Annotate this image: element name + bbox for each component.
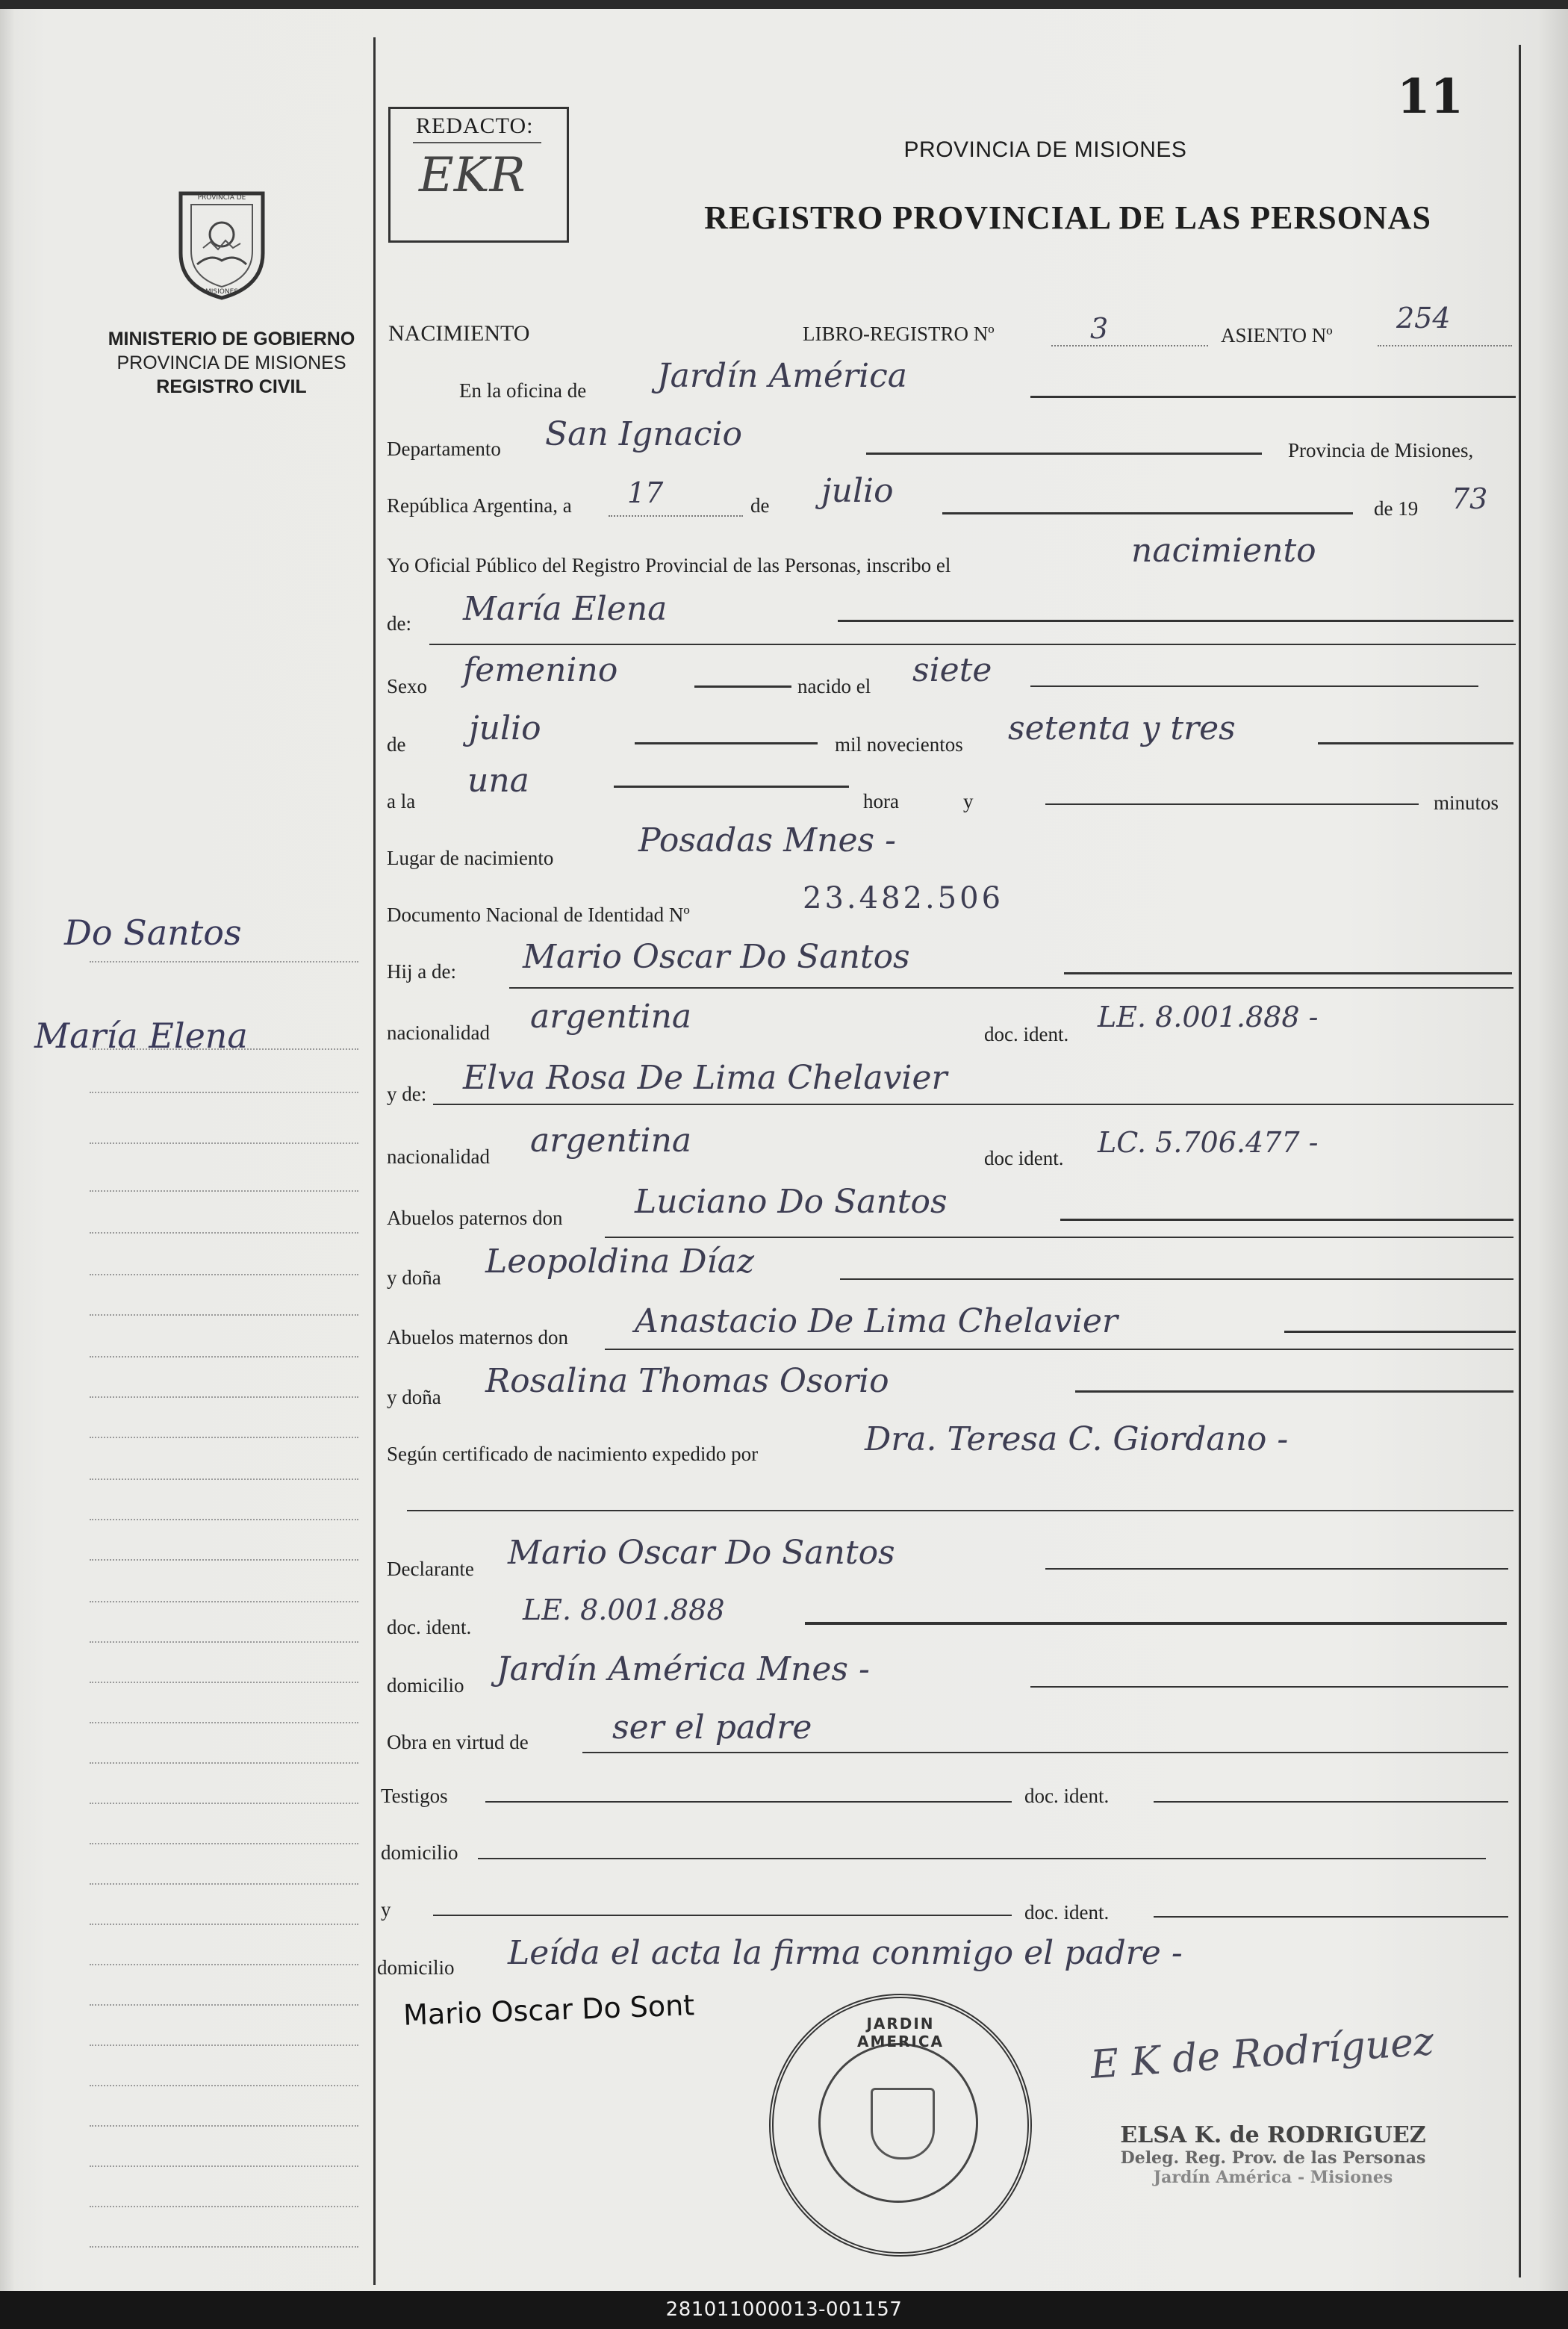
padre-underline: [509, 987, 1513, 989]
folio-number: 11: [1396, 69, 1463, 125]
padre-value: Mario Oscar Do Santos: [523, 938, 910, 976]
domicilio1-dash: [1030, 1686, 1508, 1688]
scan-top-edge: [0, 0, 1568, 9]
scan-id-footer: 281011000013-001157: [0, 2291, 1568, 2329]
lugar-value: Posadas Mnes -: [638, 821, 896, 859]
declarante-label: Declarante: [387, 1558, 474, 1580]
declarante-dash: [1045, 1568, 1508, 1570]
oficina-dash: [1030, 396, 1516, 398]
official-name: ELSA K. de RODRIGUEZ: [1120, 2122, 1426, 2148]
de2-label: de:: [387, 612, 411, 635]
madre-value: Elva Rosa De Lima Chelavier: [463, 1059, 948, 1097]
nombre-underline: [429, 644, 1516, 645]
ab-pat-label: Abuelos paternos don: [387, 1207, 563, 1229]
ab-pat-don-underline: [605, 1237, 1513, 1238]
right-rule: [1519, 45, 1521, 2277]
nac1-value: argentina: [530, 998, 692, 1036]
redacto-box: [388, 107, 569, 243]
oficial-label: Yo Oficial Público del Registro Provincial de las Personas, inscribo el: [387, 554, 951, 576]
obra-underline: [582, 1752, 1508, 1753]
lugar-label: Lugar de nacimiento: [387, 847, 554, 869]
anio-text-dash: [1318, 742, 1513, 744]
certif-label: Según certificado de nacimiento expedido por: [387, 1443, 759, 1465]
ab-mat-don-dash: [1284, 1331, 1516, 1333]
domicilio2-dash: [478, 1858, 1486, 1859]
domicilio2-label: domicilio: [381, 1841, 458, 1864]
redacto-label: REDACTO:: [416, 114, 534, 138]
nacido-value: siete: [912, 651, 992, 689]
libro-field: [1051, 345, 1208, 346]
leida-value: Leída el acta la firma conmigo el padre -: [508, 1934, 1183, 1972]
seal-text-top: PROVINCIA DE: [197, 194, 246, 202]
official-stamp: [769, 1994, 1032, 2257]
docid3-label: doc. ident.: [387, 1616, 472, 1638]
dni-label: Documento Nacional de Identidad Nº: [387, 904, 690, 926]
stamp-text: JARDIN AMERICA: [856, 2015, 945, 2050]
certif-underline: [407, 1510, 1513, 1511]
docid1-value: LE. 8.001.888 -: [1098, 1001, 1319, 1033]
redacto-initials: EKR: [419, 148, 526, 203]
hijo-label: Hij a de:: [387, 960, 456, 983]
oficina-label: En la oficina de: [459, 379, 587, 402]
act-type: NACIMIENTO: [388, 321, 530, 346]
org-line-registry: REGISTRO CIVIL: [156, 376, 307, 397]
docid3-dash: [805, 1622, 1507, 1625]
minutos-label: minutos: [1434, 792, 1499, 814]
nacido-label: nacido el: [797, 675, 871, 697]
docid4-label: doc. ident.: [1024, 1785, 1110, 1807]
asiento-field: [1378, 345, 1512, 346]
mes2-dash: [635, 742, 818, 744]
org-line-ministry: MINISTERIO DE GOBIERNO: [108, 329, 355, 349]
sexo-value: femenino: [463, 651, 618, 689]
nombre-value: María Elena: [463, 590, 668, 628]
hora-dash: [614, 786, 849, 788]
departamento-label: Departamento: [387, 438, 501, 460]
obra-value: ser el padre: [612, 1708, 812, 1747]
ab-pat-don-dash: [1060, 1219, 1513, 1221]
stamp-center-emblem: [871, 2088, 935, 2159]
docid2-label: doc ident.: [984, 1147, 1064, 1169]
oficina-value: Jardín América: [657, 357, 907, 395]
ab-pat-don-value: Luciano Do Santos: [635, 1183, 948, 1221]
header-province: PROVINCIA DE MISIONES: [903, 137, 1187, 162]
anio-text-value: setenta y tres: [1008, 709, 1236, 747]
ab-mat-label: Abuelos maternos don: [387, 1326, 568, 1349]
domicilio1-value: Jardín América Mnes -: [497, 1650, 870, 1688]
nacido-dash: [1030, 685, 1478, 687]
domicilio3-label: domicilio: [377, 1956, 455, 1979]
docid3-value: LE. 8.001.888: [523, 1593, 725, 1626]
declarant-signature: Mario Oscar Do Sont: [402, 1988, 695, 2032]
provincia-label: Provincia de Misiones,: [1288, 439, 1474, 461]
madre-underline: [433, 1104, 1513, 1105]
nac1-label: nacionalidad: [387, 1022, 490, 1044]
asiento-value: 254: [1396, 302, 1451, 335]
dni-value: 23.482.506: [803, 881, 1004, 915]
anio-label: de 19: [1374, 497, 1419, 520]
padre-dash: [1064, 972, 1512, 974]
mes-value: julio: [821, 472, 894, 510]
de3-label: de: [387, 733, 406, 756]
docid5-dash: [1154, 1916, 1508, 1918]
official-signature: E K de Rodríguez: [1089, 2019, 1436, 2088]
header-registry: REGISTRO PROVINCIAL DE LAS PERSONAS: [704, 199, 1431, 236]
mil-label: mil novecientos: [835, 733, 963, 756]
mes2-value: julio: [469, 709, 541, 747]
redacto-underline: [413, 142, 541, 143]
margin-note-surname: Do Santos: [64, 912, 242, 953]
province-seal: [166, 182, 278, 302]
margin-note-name: María Elena: [34, 1016, 248, 1056]
docid2-value: LC. 5.706.477 -: [1098, 1126, 1319, 1159]
official-block: [1113, 2122, 1434, 2187]
domicilio1-label: domicilio: [387, 1674, 464, 1697]
obra-label: Obra en virtud de: [387, 1731, 529, 1753]
ab-mat-dona-value: Rosalina Thomas Osorio: [485, 1362, 889, 1400]
inscribo-value: nacimiento: [1131, 532, 1316, 570]
y2-label: y: [381, 1898, 391, 1921]
departamento-value: San Ignacio: [545, 415, 743, 453]
seal-text-bottom: MISIONES: [205, 288, 238, 296]
sexo-label: Sexo: [387, 675, 427, 697]
y2-dash: [433, 1915, 1012, 1916]
y-label: y: [963, 790, 974, 812]
nac2-label: nacionalidad: [387, 1145, 490, 1168]
official-place: Jardín América - Misiones: [1153, 2168, 1393, 2187]
certif-value: Dra. Teresa C. Giordano -: [865, 1420, 1289, 1458]
ab-mat-dona-dash: [1075, 1390, 1513, 1393]
ydona2-label: y doña: [387, 1386, 441, 1408]
margin-organization: [75, 327, 388, 399]
hora-label: hora: [863, 790, 899, 812]
asiento-label: ASIENTO Nº: [1221, 324, 1333, 346]
ala-label: a la: [387, 790, 416, 812]
dia-field: [609, 515, 743, 517]
departamento-dash: [866, 453, 1262, 455]
ab-pat-dona-dash: [840, 1278, 1513, 1280]
nac2-value: argentina: [530, 1122, 692, 1160]
docid4-dash: [1154, 1801, 1508, 1803]
nombre-dash: [838, 620, 1513, 622]
dia-value: 17: [627, 476, 664, 509]
yde-label: y de:: [387, 1083, 427, 1105]
docid1-label: doc. ident.: [984, 1023, 1069, 1045]
ab-mat-don-value: Anastacio De Lima Chelavier: [635, 1302, 1118, 1340]
ydona1-label: y doña: [387, 1266, 441, 1289]
declarante-value: Mario Oscar Do Santos: [508, 1534, 895, 1572]
libro-label: LIBRO-REGISTRO Nº: [803, 323, 995, 345]
hora-value: una: [467, 762, 529, 800]
republica-label: República Argentina, a: [387, 494, 572, 517]
docid5-label: doc. ident.: [1024, 1901, 1110, 1924]
minutos-dash: [1045, 803, 1419, 805]
testigos-dash: [485, 1801, 1012, 1803]
testigos-label: Testigos: [381, 1785, 448, 1807]
ab-pat-dona-value: Leopoldina Díaz: [485, 1243, 755, 1281]
official-role: Deleg. Reg. Prov. de las Personas: [1120, 2148, 1426, 2168]
sexo-dash: [694, 685, 791, 688]
anio-value: 73: [1452, 482, 1488, 515]
ab-mat-don-underline: [605, 1349, 1513, 1350]
de-label: de: [750, 494, 770, 517]
libro-value: 3: [1090, 312, 1109, 345]
org-line-province: PROVINCIA DE MISIONES: [116, 352, 346, 373]
mes-dash: [942, 512, 1353, 514]
